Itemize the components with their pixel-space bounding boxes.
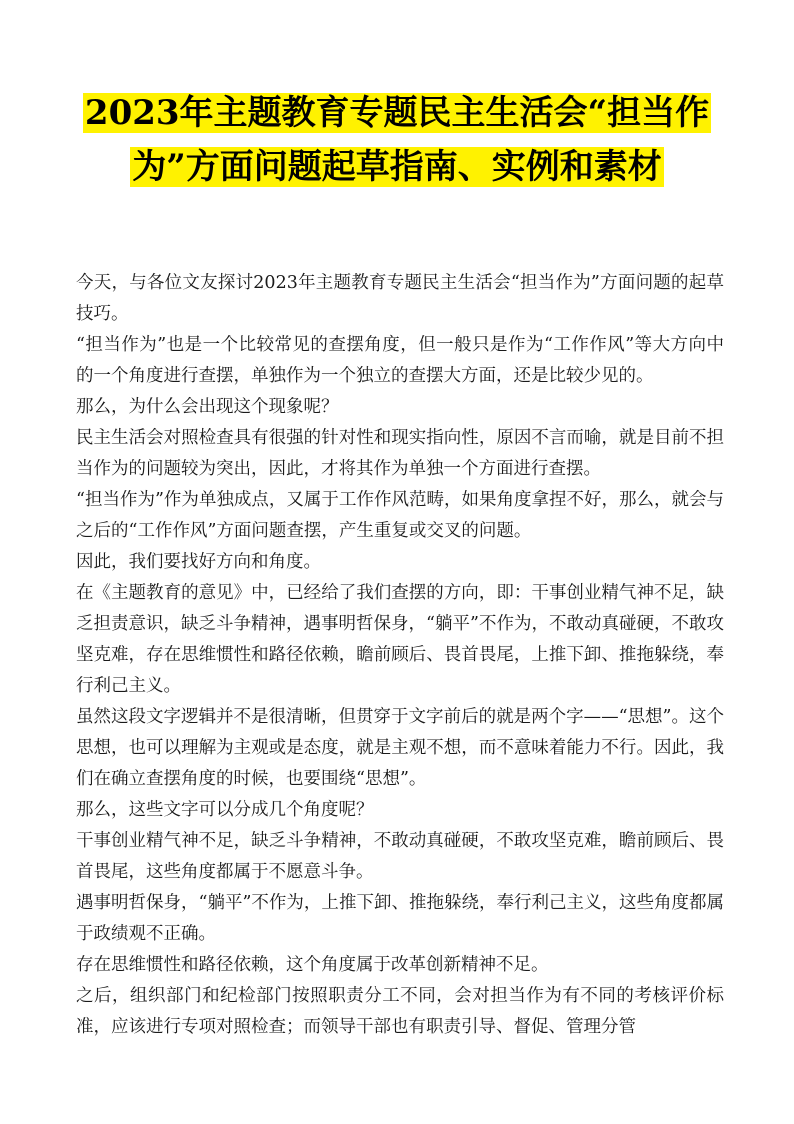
paragraph: 民主生活会对照检查具有很强的针对性和现实指向性，原因不言而喻，就是目前不担当作为的问题较为突出，因此，才将其作为单独一个方面进行查摆。 (76, 428, 724, 479)
document-title (40, 86, 754, 194)
paragraph: 那么，为什么会出现这个现象呢？ (76, 397, 339, 417)
paragraph: 那么，这些文字可以分成几个角度呢？ (76, 800, 374, 820)
document-body (76, 268, 724, 1043)
title-line-2: 为”方面问题起草指南、实例和素材 (132, 147, 662, 187)
title-line-1: 2023年主题教育专题民主生活会“担当作 (84, 93, 710, 133)
paragraph: “担当作为”也是一个比较常见的查摆角度，但一般只是作为“工作作风”等大方向中的一个角度进行查摆，单独作为一个独立的查摆大方面，还是比较少见的。 (76, 335, 724, 386)
paragraph: 存在思维惯性和路径依赖，这个角度属于改革创新精神不足。 (76, 955, 549, 975)
title-block (40, 86, 754, 194)
paragraph: 干事创业精气神不足，缺乏斗争精神，不敢动真碰硬，不敢攻坚克难，瞻前顾后、畏首畏尾，这些角度都属于不愿意斗争。 (76, 831, 724, 882)
paragraph: 遇事明哲保身，“躺平”不作为，上推下卸、推拖躲绕，奉行利己主义，这些角度都属于政绩观不正确。 (76, 893, 724, 944)
paragraph: 之后，组织部门和纪检部门按照职责分工不同，会对担当作为有不同的考核评价标准，应该进行专项对照检查；而领导干部也有职责引导、督促、管理分管 (76, 986, 724, 1037)
paragraph: “担当作为”作为单独成点，又属于工作作风范畴，如果角度拿捏不好，那么，就会与之后的“工作作风”方面问题查摆，产生重复或交叉的问题。 (76, 490, 724, 541)
paragraph: 在《主题教育的意见》中，已经给了我们查摆的方向，即：干事创业精气神不足，缺乏担责意识，缺乏斗争精神，遇事明哲保身，“躺平”不作为，不敢动真碰硬，不敢攻坚克难，存在思维惯性和路径依赖，瞻前顾后、畏首畏尾，上推下卸、推拖躲绕，奉行利己主义。 (76, 583, 724, 696)
paragraph: 因此，我们要找好方向和角度。 (76, 552, 321, 572)
paragraph: 今天，与各位文友探讨2023年主题教育专题民主生活会“担当作为”方面问题的起草技巧。 (76, 273, 724, 324)
paragraph: 虽然这段文字逻辑并不是很清晰，但贯穿于文字前后的就是两个字——“思想”。这个思想，也可以理解为主观或是态度，就是主观不想，而不意味着能力不行。因此，我们在确立查摆角度的时候，也要围绕“思想”。 (76, 707, 724, 789)
